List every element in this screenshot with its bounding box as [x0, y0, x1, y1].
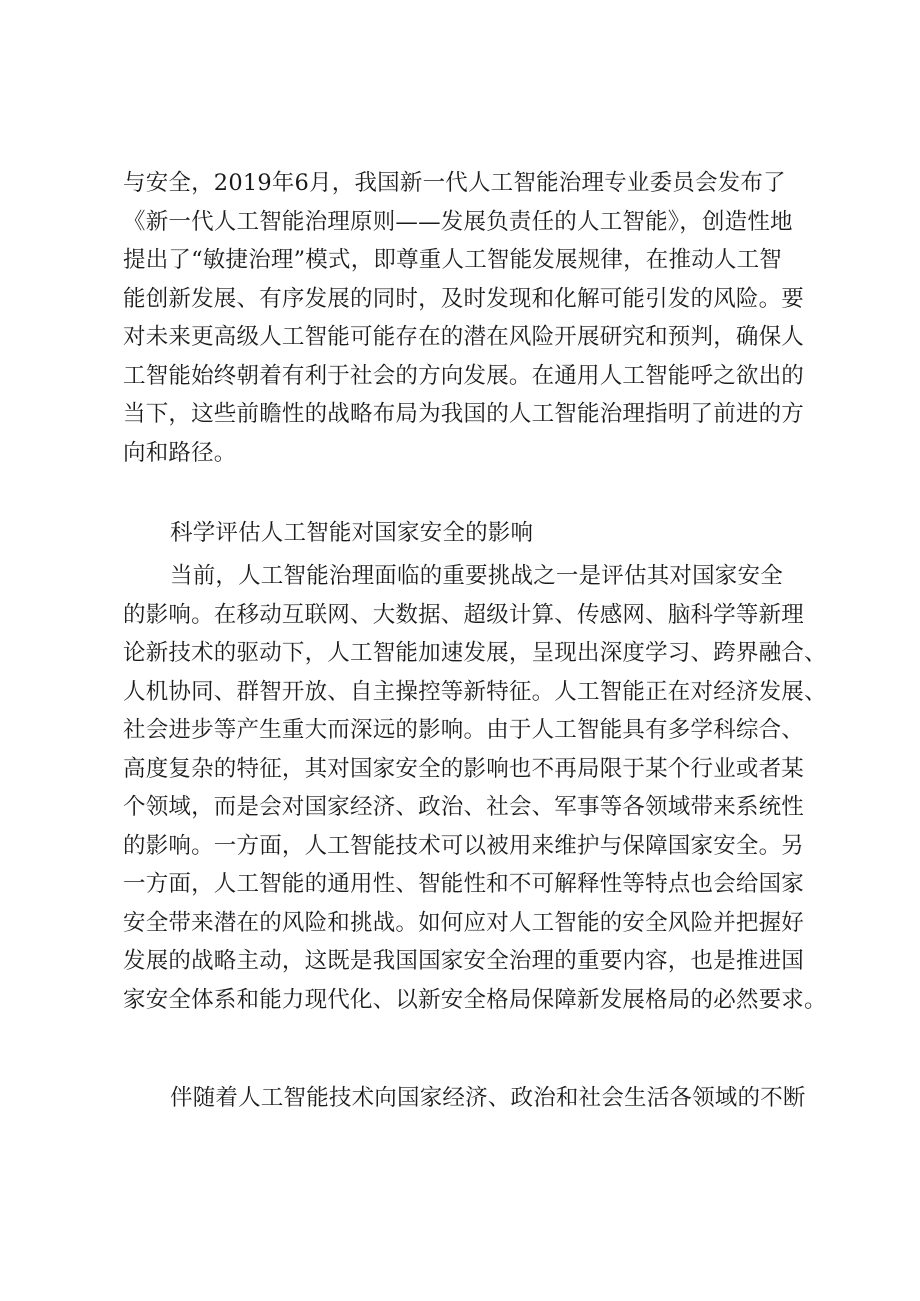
text-line: 《新一代人工智能治理原则——发展负责任的人工智能》，创造性地: [123, 208, 793, 235]
text-line: 与安全，2019年6月，我国新一代人工智能治理专业委员会发布了: [123, 170, 786, 196]
text-line: 一方面，人工智能的通用性、智能性和不可解释性等特点也会给国家: [123, 871, 805, 897]
paragraph-ai-expansion: [123, 1079, 813, 1118]
text-line: 个领域，而是会对国家经济、政治、社会、军事等各领域带来系统性: [123, 794, 805, 820]
text-line: 家安全体系和能力现代化、以新安全格局保障新发展格局的必然要求。: [123, 986, 827, 1013]
section-heading: [123, 514, 813, 553]
text-line: 工智能始终朝着有利于社会的方向发展。在通用人工智能呼之欲出的: [123, 362, 805, 389]
text-line: 对未来更高级人工智能可能存在的潜在风险开展研究和预判，确保人: [123, 324, 805, 350]
text-line: 当下，这些前瞻性的战略布局为我国的人工智能治理指明了前进的方: [123, 401, 805, 427]
text-line: 当前，人工智能治理面临的重要挑战之一是评估其对国家安全: [170, 563, 783, 589]
paragraph-governance-principles: [123, 164, 813, 472]
text-line: 人机协同、群智开放、自主操控等新特征。人工智能正在对经济发展、: [123, 678, 827, 705]
heading-text: 科学评估人工智能对国家安全的影响: [170, 520, 534, 546]
text-line: 提出了“敏捷治理”模式，即尊重人工智能发展规律，在推动人工智: [123, 247, 783, 273]
text-line: 的影响。在移动互联网、大数据、超级计算、传感网、脑科学等新理: [123, 601, 805, 628]
text-line: 社会进步等产生重大而深远的影响。由于人工智能具有多学科综合、: [123, 717, 805, 743]
paragraph-national-security: [123, 557, 827, 1019]
text-line: 高度复杂的特征，其对国家安全的影响也不再局限于某个行业或者某: [123, 755, 805, 782]
text-line: 论新技术的驱动下，人工智能加速发展，呈现出深度学习、跨界融合、: [123, 640, 827, 666]
text-line: 发展的战略主动，这既是我国国家安全治理的重要内容，也是推进国: [123, 948, 805, 974]
text-line: 向和路径。: [123, 439, 237, 466]
text-line: 能创新发展、有序发展的同时，及时发现和化解可能引发的风险。要: [123, 285, 805, 312]
text-line: 安全带来潜在的风险和挑战。如何应对人工智能的安全风险并把握好: [123, 909, 805, 936]
text-line: 伴随着人工智能技术向国家经济、政治和社会生活各领域的不断: [170, 1085, 806, 1111]
text-line: 的影响。一方面，人工智能技术可以被用来维护与保障国家安全。另: [123, 832, 805, 859]
